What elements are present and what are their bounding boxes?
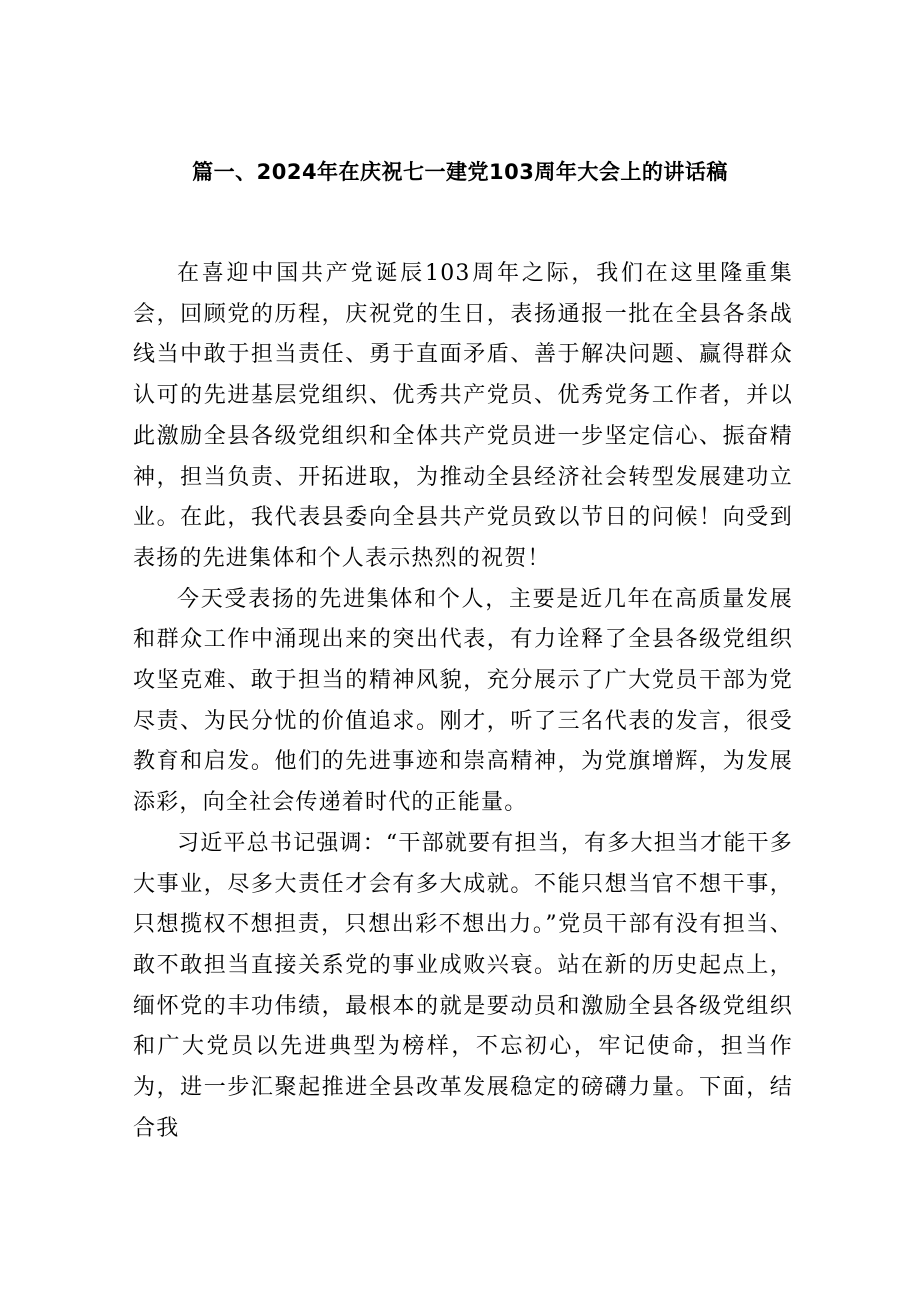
paragraph: 习近平总书记强调：“干部就要有担当，有多大担当才能干多大事业，尽多大责任才会有多大成就。不能只想当官不想干事，只想揽权不想担责，只想出彩不想出力。”党员干部有没有担当、敢不敢担当直接关系党的事业成败兴衰。站在新的历史起点上，缅怀党的丰功伟绩，最根本的就是要动员和激励全县各级党组织和广大党员以先进典型为榜样，不忘初心，牢记使命，担当作为，进一步汇聚起推进全县改革发展稳定的磅礴力量。下面，结合我 [133, 830, 793, 1141]
document-body [133, 254, 793, 1149]
paragraph: 今天受表扬的先进集体和个人，主要是近几年在高质量发展和群众工作中涌现出来的突出代表，有力诠释了全县各级党组织攻坚克难、敢于担当的精神风貌，充分展示了广大党员干部为党尽责、为民分忧的价值追求。刚才，听了三名代表的发言，很受教育和启发。他们的先进事迹和崇高精神，为党旗增辉，为发展添彩，向全社会传递着时代的正能量。 [133, 586, 793, 816]
document-title: 篇一、2024年在庆祝七一建党103周年大会上的讲话稿 [192, 160, 728, 184]
paragraph: 在喜迎中国共产党诞辰103周年之际，我们在这里隆重集会，回顾党的历程，庆祝党的生日，表扬通报一批在全县各条战线当中敢于担当责任、勇于直面矛盾、善于解决问题、赢得群众认可的先进基层党组织、优秀共产党员、优秀党务工作者，并以此激励全县各级党组织和全体共产党员进一步坚定信心、振奋精神，担当负责、开拓进取，为推动全县经济社会转型发展建功立业。在此，我代表县委向全县共产党员致以节日的问候！向受到表扬的先进集体和个人表示热烈的祝贺！ [133, 261, 793, 571]
